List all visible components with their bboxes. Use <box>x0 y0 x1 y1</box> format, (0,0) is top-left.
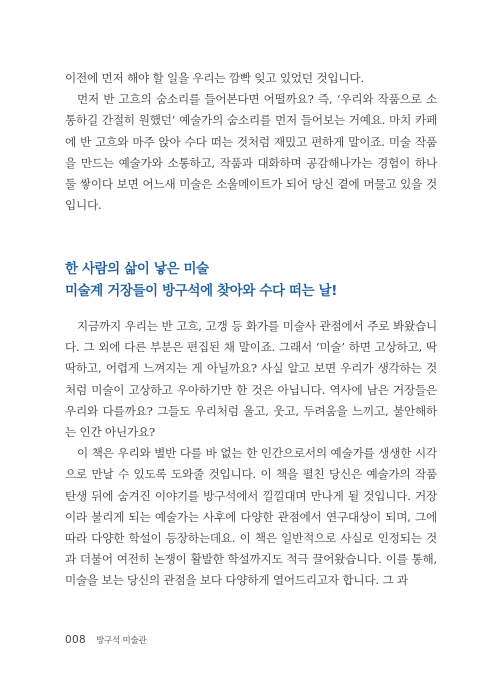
section-subheading: 미술계 거장들이 방구석에 찾아와 수다 떠는 날! <box>65 284 338 299</box>
page-footer <box>65 634 147 646</box>
body-paragraph-2: 이 책은 우리와 별반 다를 바 없는 한 인간으로서의 예술가를 생생한 시각으로 만날 수 있도록 도와줄 것입니다. 이 책을 펼친 당신은 예술가의 작품 탄생 뒤에 숨겨진 이야기를 방구석에서 낄낄대며 만나게 될 것입니다. 거장이라 불리게 되는 예술가는 사후에 다양한 관점에서 연구대상이 되며, 그에 따라 다양한 학설이 등장하는데요. 이 책은 일반적으로 사실로 인정되는 것과 더불어 여전히 논쟁이 활발한 학설까지도 적극 끌어왔습니다. 이를 통해, 미술을 보는 당신의 관점을 보다 다양하게 열어드리고자 합니다. 그 과 <box>65 446 437 588</box>
intro-text <box>65 68 437 216</box>
body-paragraph-1: 지금까지 우리는 반 고흐, 고갱 등 화가를 미술사 관점에서 주로 봐왔습니다. 그 외에 다른 부분은 편집된 채 말이죠. 그래서 ‘미술’ 하면 고상하고, 딱딱하고, 어렵게 느껴지는 게 아닐까요? 사실 알고 보면 우리가 생각하는 것처럼 미술이 고상하고 우아하기만 한 것은 아닙니다. 역사에 남은 거장들은 우리와 다를까요? 그들도 우리처럼 울고, 웃고, 두려움을 느끼고, 불안해하는 인간 아닌가요? <box>65 319 437 440</box>
running-title: 방구석 미술관 <box>95 636 147 646</box>
body-text <box>65 316 437 592</box>
intro-paragraph-2: 먼저 반 고흐의 숨소리를 들어본다면 어떨까요? 즉, ‘우리와 작품으로 소통하길 간절히 원했던’ 예술가의 숨소리를 먼저 들어보는 거예요. 마치 카페에 반 고흐와 마주 앉아 수다 떠는 것처럼 재밌고 편하게 말이죠. 미술 작품을 만드는 예술가와 소통하고, 작품과 대화하며 공감해나가는 경험이 하나둘 쌓이다 보면 어느새 미술은 소울메이트가 되어 당신 곁에 머물고 있을 것입니다. <box>65 92 437 213</box>
page-number: 008 <box>65 634 86 646</box>
section-heading: 한 사람의 삶이 낳은 미술 <box>65 262 209 277</box>
intro-paragraph-1: 이전에 먼저 해야 할 일을 우리는 깜빡 잊고 있었던 것입니다. <box>65 71 364 85</box>
